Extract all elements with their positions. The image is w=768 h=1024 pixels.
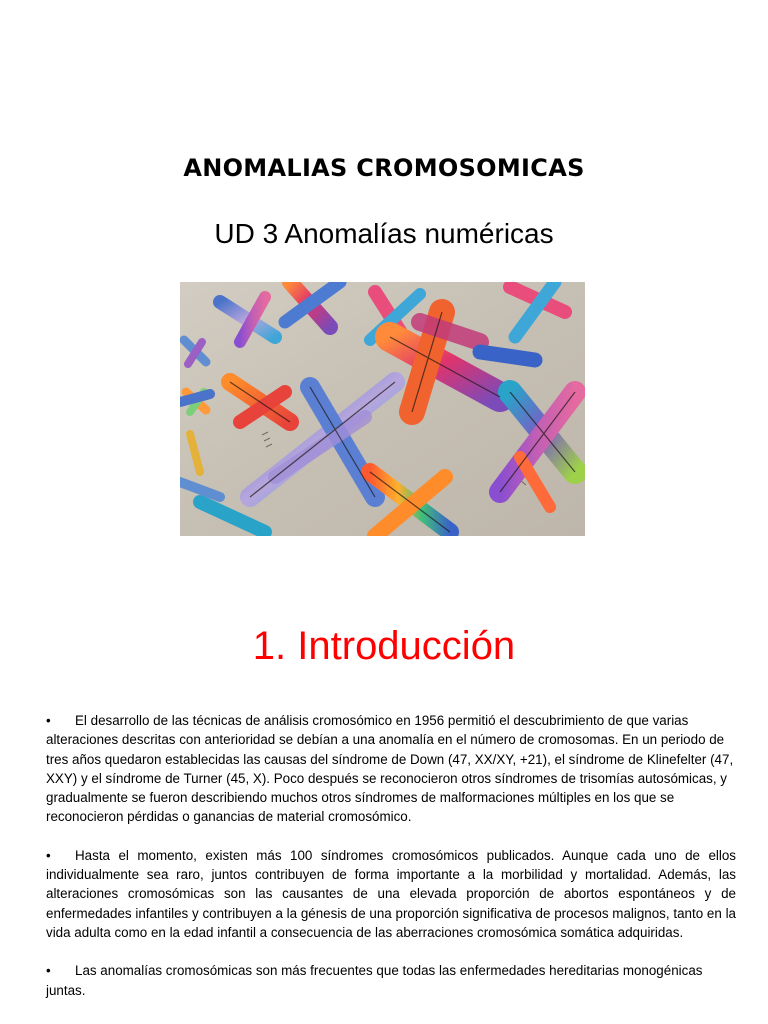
chromosomes-icon [180,282,585,536]
paragraph-3 [46,961,736,1000]
paragraph-1 [46,711,736,827]
body-text [46,711,736,1019]
paragraph-text: El desarrollo de las técnicas de análisis cromosómico en 1956 permitió el descubrimiento de que varias alteraciones descritas con anterioridad se debían a una anomalía en el número de cromosomas. En un periodo de tres años quedaron establecidas las causas del síndrome de Down (47, XX/XY, +21), el síndrome de Klinefelter (47, XXY) y el síndrome de Turner (45, X). Poco después se reconocieron otros síndromes de trisomías autosómicas, y gradualmente se fueron describiendo muchos otros síndromes de malformaciones múltiples en los que se reconocieron pérdidas o ganancias de material cromosómico. [46,713,734,825]
bullet: • [46,713,51,728]
paragraph-text: Hasta el momento, existen más 100 síndromes cromosómicos publicados. Aunque cada uno de ellos individualmente sea raro, juntos contribuyen de forma importante a la morbilidad y mortalidad. Además, las alteraciones cromosómicas son las causantes de una elevada proporción de abortos espontáneos y de enfermedades infantiles y contribuyen a la génesis de una proporción significativa de procesos malignos, tanto en la vida adulta como en la edad infantil a consecuencia de las aberraciones cromosómica somática adquiridas. [46,847,736,940]
paragraph-2 [46,846,736,942]
bullet: • [46,847,51,863]
chromosomes-illustration [180,282,585,536]
paragraph-text: Las anomalías cromosómicas son más frecuentes que todas las enfermedades hereditarias monogénicas juntas. [46,963,703,998]
page-title: ANOMALIAS CROMOSOMICAS [183,154,585,182]
page-subtitle: UD 3 Anomalías numéricas [214,218,554,249]
bullet: • [46,963,51,979]
section-heading: 1. Introducción [252,624,516,668]
